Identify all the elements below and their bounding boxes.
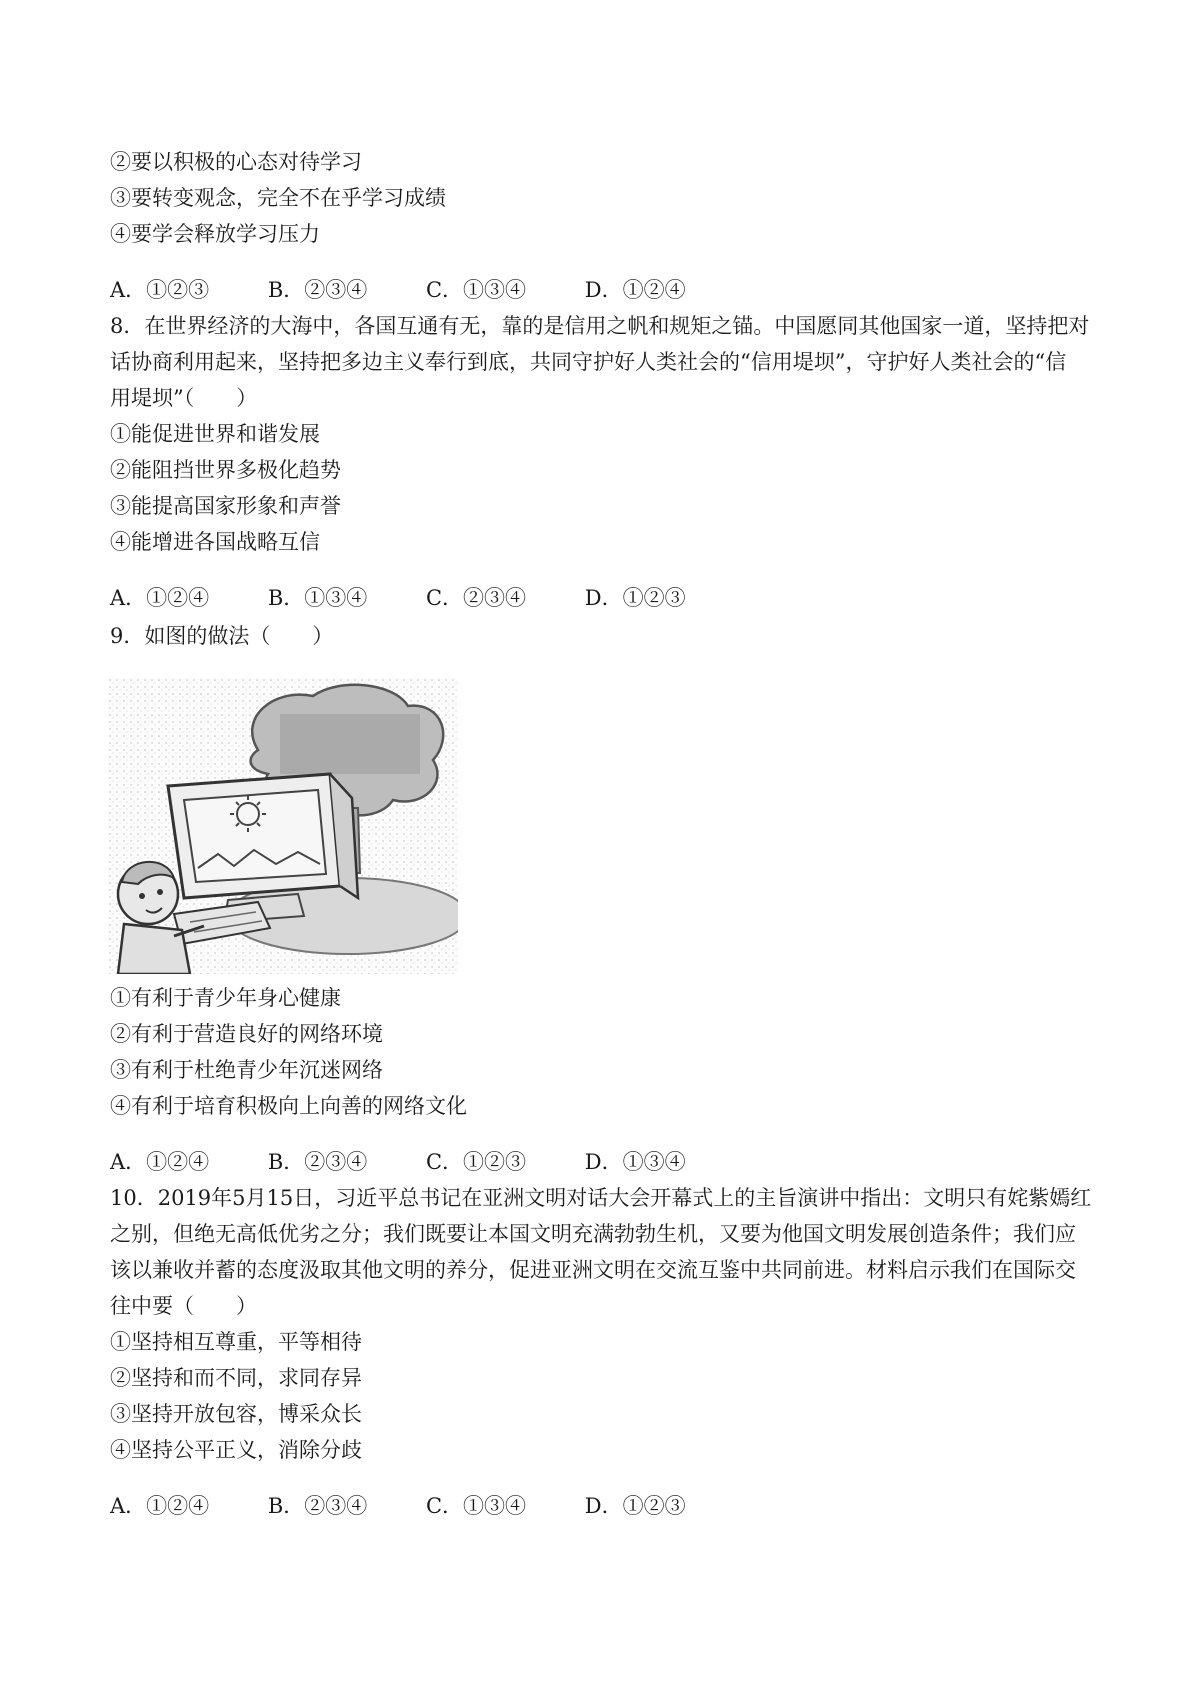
q8-item-4: ④能增进各国战略互信 xyxy=(110,530,320,554)
q9-item-4: ④有利于培育积极向上向善的网络文化 xyxy=(110,1094,467,1118)
q10-option-d: D．①②③ xyxy=(584,1494,686,1518)
q9-item-2: ②有利于营造良好的网络环境 xyxy=(110,1022,383,1046)
q9-options xyxy=(110,1148,1090,1176)
q7-option-a: A．①②③ xyxy=(110,278,210,302)
q8-item-3: ③能提高国家形象和声誉 xyxy=(110,494,341,518)
q8-item-1: ①能促进世界和谐发展 xyxy=(110,422,320,446)
q10-option-a: A．①②④ xyxy=(110,1494,210,1518)
q9-item-3: ③有利于杜绝青少年沉迷网络 xyxy=(110,1058,383,1082)
q10-option-c: C．①③④ xyxy=(425,1494,527,1518)
q8-option-d: D．①②③ xyxy=(584,586,686,610)
q8-options xyxy=(110,584,1090,612)
q10-stem-line-2: 之别，但绝无高低优劣之分；我们既要让本国文明充满勃勃生机，又要为他国文明发展创造条件；我们应 xyxy=(110,1222,1076,1246)
q8-stem-line-2: 话协商利用起来，坚持把多边主义奉行到底，共同守护好人类社会的“信用堤坝”，守护好人类社会的“信 xyxy=(110,350,1067,374)
q10-stem-line-3: 该以兼收并蓄的态度汲取其他文明的养分，促进亚洲文明在交流互鉴中共同前进。材料启示我们在国际交 xyxy=(110,1258,1076,1282)
q10-item-2: ②坚持和而不同，求同存异 xyxy=(110,1366,362,1390)
q7-option-c: C．①③④ xyxy=(425,278,527,302)
q7-option-d: D．①②④ xyxy=(584,278,686,302)
q9-option-d: D．①③④ xyxy=(584,1150,686,1174)
q7-item-3: ③要转变观念，完全不在乎学习成绩 xyxy=(110,186,446,210)
q9-option-b: B．②③④ xyxy=(267,1150,368,1174)
q8-stem-line-1: 8．在世界经济的大海中，各国互通有无，靠的是信用之帆和规矩之锚。中国愿同其他国家一道，坚持把对 xyxy=(110,314,1090,338)
cartoon-child-at-computer-image xyxy=(108,678,458,974)
q10-item-3: ③坚持开放包容，博采众长 xyxy=(110,1402,362,1426)
q9-stem: 9．如图的做法（ ） xyxy=(110,624,334,648)
q10-item-4: ④坚持公平正义，消除分歧 xyxy=(110,1438,362,1462)
q10-option-b: B．②③④ xyxy=(267,1494,368,1518)
q7-option-b: B．②③④ xyxy=(267,278,368,302)
q8-item-2: ②能阻挡世界多极化趋势 xyxy=(110,458,341,482)
q10-stem-line-4: 往中要（ ） xyxy=(110,1294,257,1318)
q7-item-2: ②要以积极的心态对待学习 xyxy=(110,150,362,174)
q8-stem-line-3: 用堤坝”（ ） xyxy=(110,386,258,410)
q10-stem-line-1: 10．2019年5月15日，习近平总书记在亚洲文明对话大会开幕式上的主旨演讲中指出：文明只有姹紫嫣红 xyxy=(110,1186,1092,1210)
q9-option-a: A．①②④ xyxy=(110,1150,210,1174)
q10-item-1: ①坚持相互尊重，平等相待 xyxy=(110,1330,362,1354)
q8-option-b: B．①③④ xyxy=(267,586,368,610)
q8-option-a: A．①②④ xyxy=(110,586,210,610)
q9-item-1: ①有利于青少年身心健康 xyxy=(110,986,341,1010)
q7-item-4: ④要学会释放学习压力 xyxy=(110,222,320,246)
q8-option-c: C．②③④ xyxy=(425,586,527,610)
q10-options xyxy=(110,1492,1090,1520)
q7-options xyxy=(110,276,1090,304)
q9-option-c: C．①②③ xyxy=(425,1150,527,1174)
